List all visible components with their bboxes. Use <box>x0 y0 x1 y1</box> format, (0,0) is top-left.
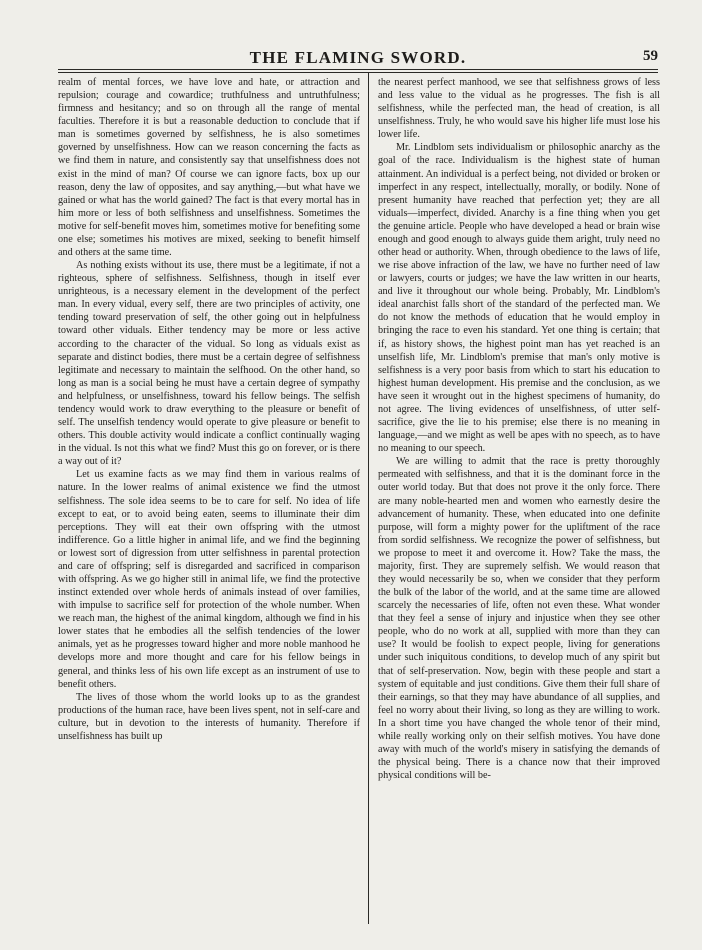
paragraph: Mr. Lindblom sets individualism or philosophic anarchy as the goal of the race. Individualism is the highest state of human attainment. An individual is a perfect being, not divided or broken or imperfect in any respect, intellectually, morally, or bodily. None of present humanity have reached that perfection yet; they are all viduals—imperfect, divided. Anarchy is a fine thing when you get the genuine article. People who have developed a head or brain wise enough and good enough to always guide them aright, truly need no other head or authority. When, through obedience to the laws of life, we rise above infraction of the law, we have no further need of law or lawyers, courts or judges; we have the law written in our hearts, and live it throughout our whole being. Probably, Mr. Lindblom's ideal anarchist falls short of the standard of the perfected man. We do not know the methods of education that he would employ in bringing the race to even his standard. Yet one thing is certain; that if, as history shows, the highest point man has yet reached is an unselfish life, Mr. Lindblom's premise that man's only motive is selfishness is a very poor basis from which to start his education to highest human development. His premise and the conclusion, as we have seen it wrought out in the highest specimens of humanity, do not agree. The living evidences of unselfishness, of utter self-sacrifice, give the lie to his premise; else there is no meaning in language,—and we might as well be apes with no speech, as to have no meaning to our speech. <box>378 142 660 455</box>
header-rule <box>58 69 658 70</box>
paragraph: The lives of those whom the world looks up to as the grandest productions of the human race, have been lives spent, not in self-care and culture, but in devotion to the interests of humanity. Therefore if unselfishness has built up <box>58 691 360 742</box>
page-number: 59 <box>643 48 658 64</box>
header-rule-secondary <box>58 72 658 73</box>
paragraph: realm of mental forces, we have love and hate, or attraction and repulsion; courage and cowardice; truthfulness and untruthfulness; firmness and hesitancy; and so on through all the range of mental faculties. Therefore it is but a reasonable deduction to conclude that if man is sometimes governed by selfishness, he is also sometimes governed by unselfishness. How can we reason concerning the facts as we find them in nature, and consistently say that unselfishness does not exist in the mind of man? Of course we can ignore facts, box up our reason, deny the law of opposites, and say anything,—but what have we gained or what has the world gained? The fact is that every mortal has in him more or less of both selfishness and unselfishness. Sometimes the motive for self-benefit moves him, sometimes motive for benefiting some one else; sometimes his motives are mixed, seeking to benefit himself and others at the same time. <box>58 77 360 259</box>
paragraph: Let us examine facts as we may find them in various realms of nature. In the lower realms of animal existence we find the utmost selfishness. The sole idea seems to be to care for self. No idea of life except to eat, or to avoid being eaten, seems to illuminate their dim perceptions. They will eat their own offspring with the utmost indifference. Go a little higher in animal life, and we find the beginning or lowest sort of digression from utter selfishness in parental protection and care of offspring; self is disregarded and sacrificed in comparison with offspring. As we go higher still in animal life, we find the protective instinct extended over whole herds of animals instead of over families, with impulse to sacrifice self for protection of the whole number. When we reach man, the highest of the animal kingdom, although we find in his lower states that he embodies all the selfish tendencies of the lower animals, yet as he progresses toward higher and more noble manhood he develops more and more thought and care for his fellow beings in general, and thinks less of his own life except as an instrument of use to benefit others. <box>58 469 360 690</box>
journal-title: THE FLAMING SWORD. <box>249 48 467 67</box>
paragraph: the nearest perfect manhood, we see that selfishness grows of less and less value to the vidual as he progresses. The fish is all selfishness, while the perfected man, the head of creation, is all unselfishness. Truly, he who would save his higher life must lose his lower life. <box>378 77 660 141</box>
right-column <box>378 76 660 926</box>
column-divider <box>368 72 369 924</box>
left-column <box>58 76 360 926</box>
running-header <box>58 44 658 68</box>
paragraph: We are willing to admit that the race is pretty thoroughly permeated with selfishness, and that it is the dominant force in the outer world today. But that does not prove it the only force. There are many noble-hearted men and women who earnestly desire the advancement of humanity. These, when educated into one definite purpose, will form a mighty power for the upliftment of the race from sordid selfishness. We recognize the power of selfishness, but we propose to meet it and overcome it. How? Take the mass, the majority, first. They are supremely selfish. We would reason that they would necessarily be so, when we consider that they perform the bulk of the labor of the world, and at the same time are allowed scarcely the necessaries of life, often not even these. What wonder that they feel a sense of injury and injustice when they see other people, who do no work at all, supplied with more than they can use? It would be foolish to expect people, living for generations under such iniquitous conditions, to develop much of any spirit but that of self-preservation. Now, begin with these people and start a system of equitable and just conditions. Give them their full share of their earnings, so that they may have abundance of all supplies, and feel no worry about their living, so long as they are willing to work. In a short time you have changed the whole tenor of their mind, while really working only on their selfish motives. You have done away with much of the world's misery in satisfying the demands of the physical being. There is a chance now that their improved physical conditions will be- <box>378 456 660 782</box>
paragraph: As nothing exists without its use, there must be a legitimate, if not a righteous, sphere of selfishness. Selfishness, though in itself ever unrighteous, is a necessary element in the development of the perfect man. In every vidual, every self, there are two principles of activity, one tending toward preservation of self, the other going out in helpfulness toward other viduals. Either tendency may be more or less active according to the character of the vidual. So long as viduals exist as separate and distinct bodies, there must be a certain degree of selfishness legitimate and necessary to maintain the selfhood. On the other hand, so long as man is a social being he must have a certain degree of sympathy and helpfulness, or unselfishness, toward his fellow beings. The selfish tendency would work to draw everything to the pleasure or benefit of self. The unselfish tendency would operate to give pleasure or benefit to others. This double activity would indicate a conflict continually waging in the vidual. Is not this what we find? Must this go on forever, or is there a way out of it? <box>58 260 360 468</box>
